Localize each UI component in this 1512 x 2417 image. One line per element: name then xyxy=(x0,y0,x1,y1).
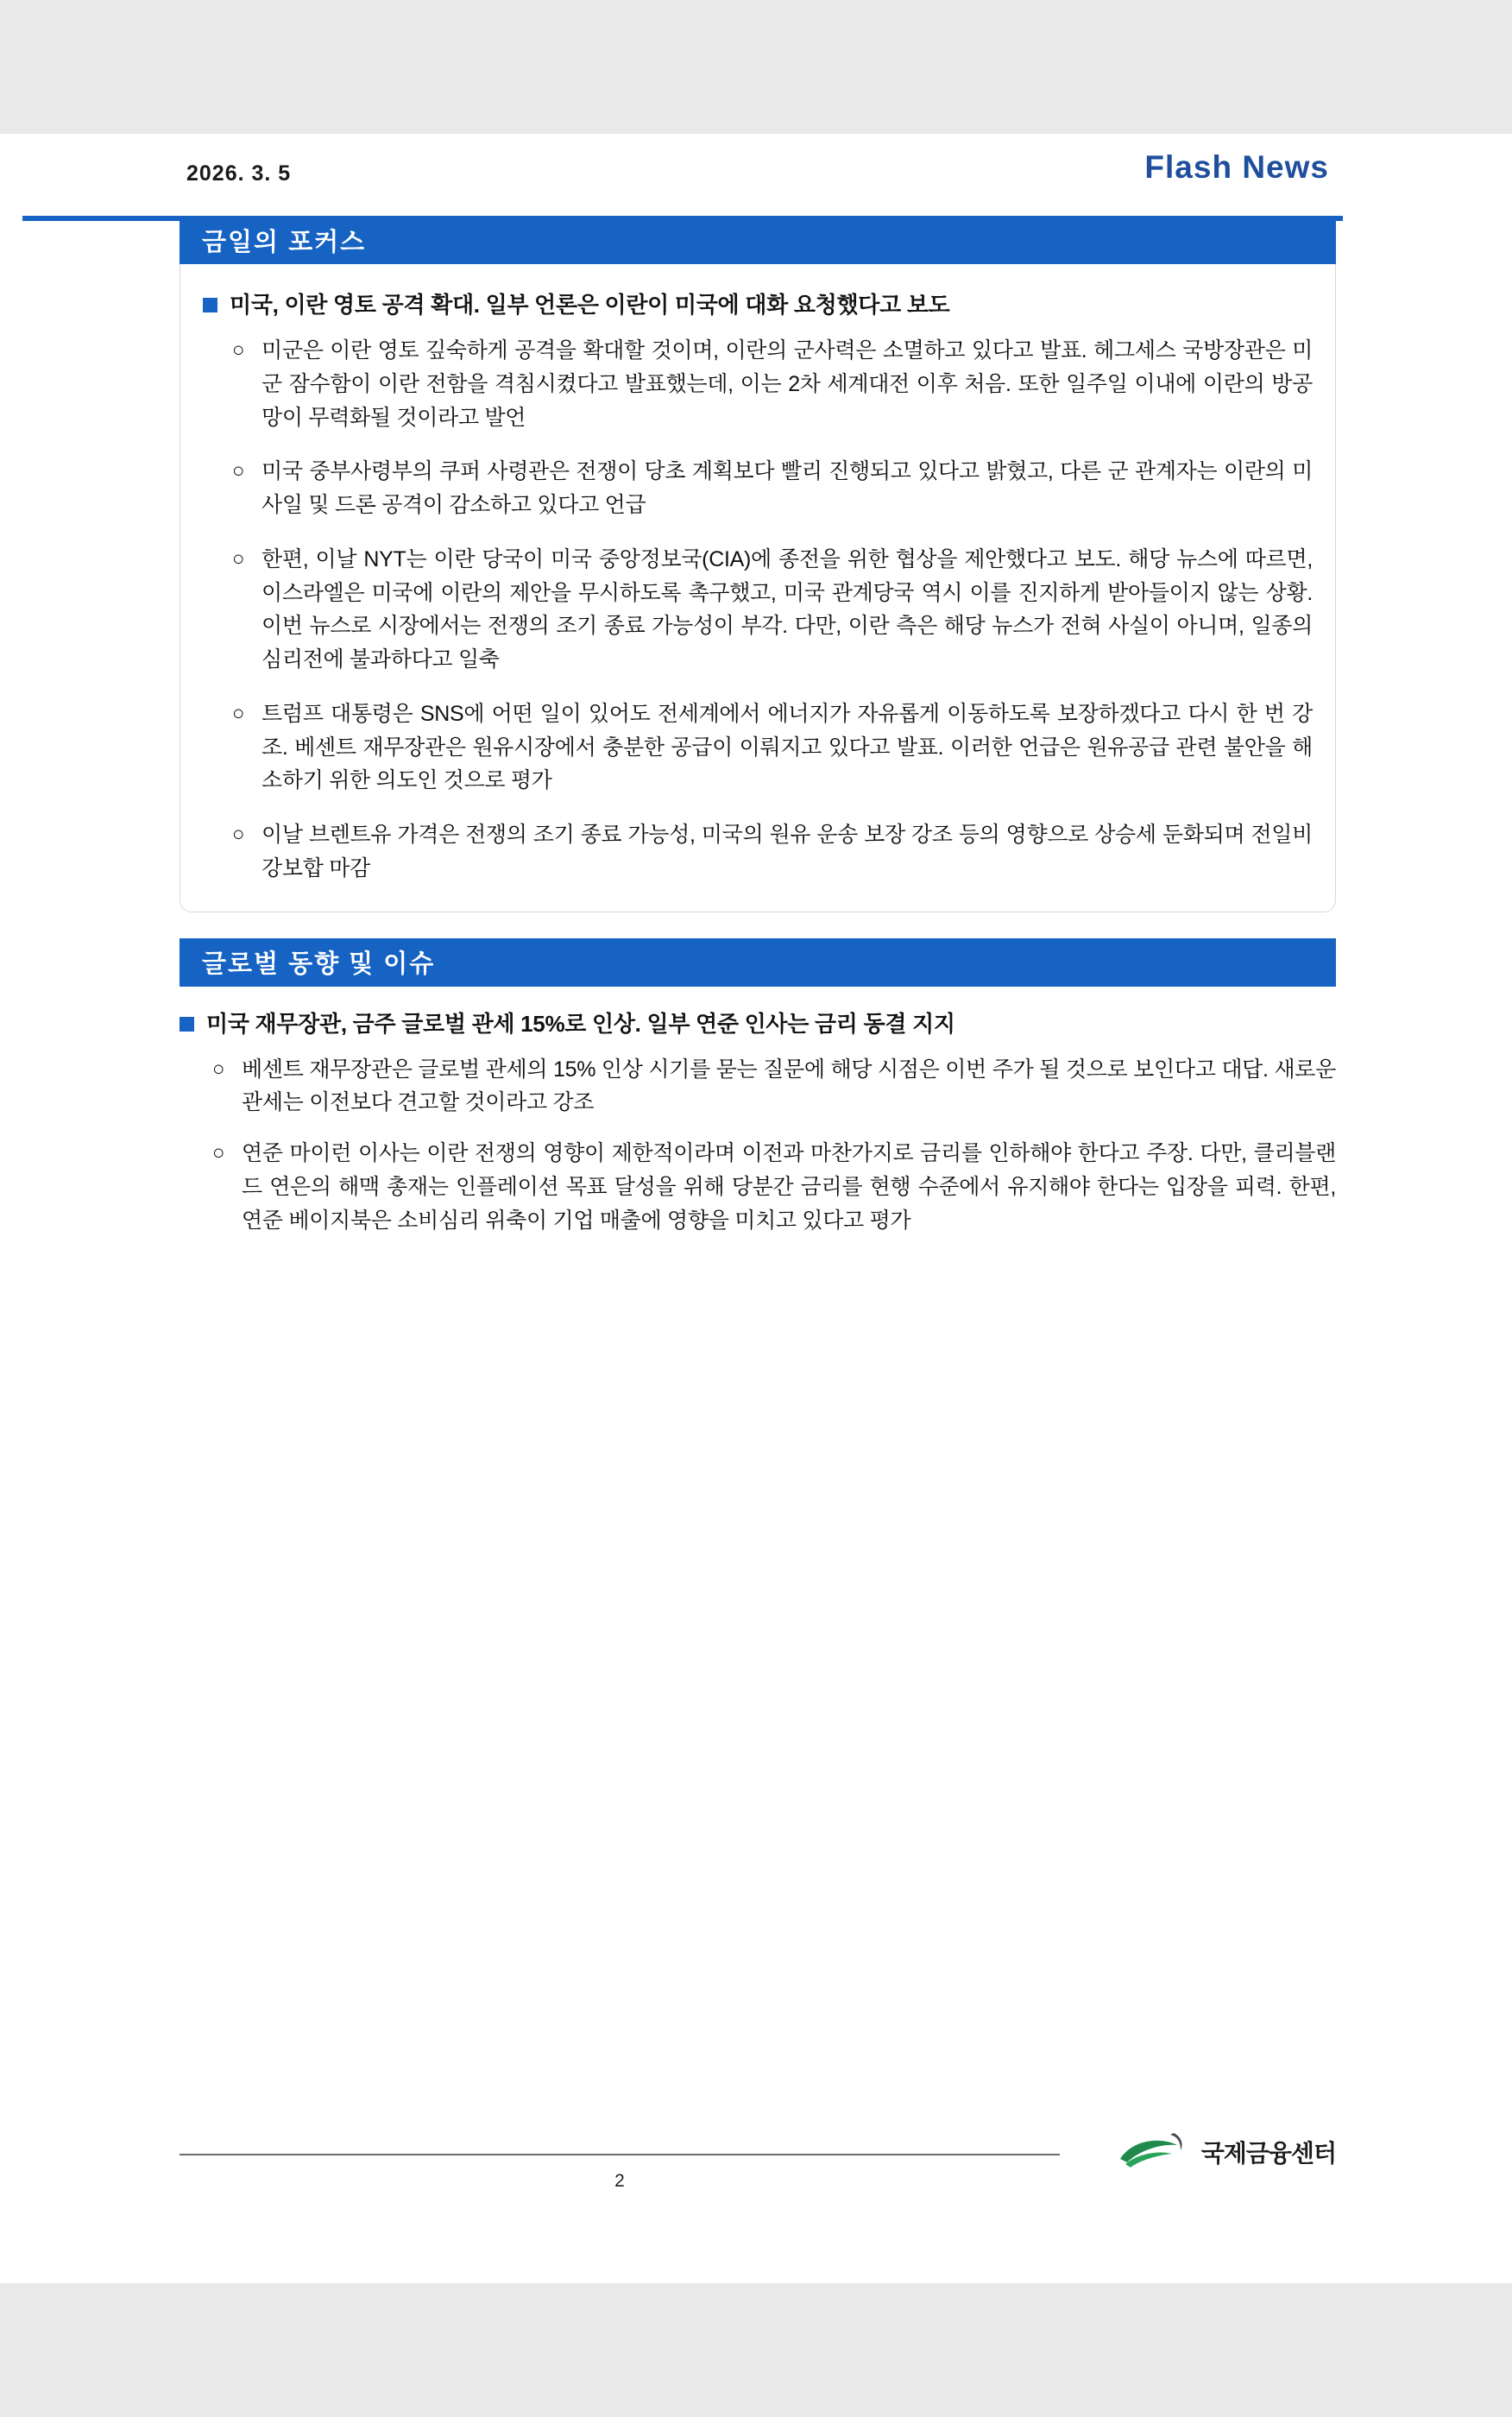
page-bottom-margin xyxy=(0,2283,1512,2417)
circle-bullet-icon: ○ xyxy=(232,459,245,483)
list-item-text: 트럼프 대통령은 SNS에 어떤 일이 있어도 전세계에서 에너지가 자유롭게 이동하도록 보장하겠다고 다시 한 번 강조. 베센트 재무장관은 원유시장에서 충분한 공급이 이뤄지고 있다고 발표. 이러한 언급은 원유공급 관련 불안을 해소하기 위한 의도인 것으로 평가 xyxy=(261,701,1313,793)
header-divider xyxy=(22,216,1343,221)
focus-headline-text: 미국, 이란 영토 공격 확대. 일부 언론은 이란이 미국에 대화 요청했다고 보도 xyxy=(230,292,950,318)
section-header-global xyxy=(180,938,1336,987)
list-item xyxy=(180,1137,1336,1237)
document-footer xyxy=(180,2136,1336,2240)
circle-bullet-icon: ○ xyxy=(232,338,245,363)
list-item-text: 미국 중부사령부의 쿠퍼 사령관은 전쟁이 당초 계획보다 빨리 진행되고 있다고 밝혔고, 다른 군 관계자는 이란의 미사일 및 드론 공격이 감소하고 있다고 언급 xyxy=(261,459,1313,518)
circle-bullet-icon: ○ xyxy=(232,546,245,571)
circle-bullet-icon: ○ xyxy=(212,1141,225,1165)
document-date: 2026. 3. 5 xyxy=(186,161,292,186)
section-header-global-label: 글로벌 동향 및 이슈 xyxy=(202,950,436,979)
document-content xyxy=(180,134,1336,1254)
list-item-text: 연준 마이런 이사는 이란 전쟁의 영향이 제한적이라며 이전과 마찬가지로 금리를 인하해야 한다고 주장. 다만, 클리블랜드 연은의 해맥 총재는 인플레이션 목표 달성을 위해 당분간 금리를 현행 수준에서 유지해야 한다는 입장을 피력. 한편, 연준 베이지북은 소비심리 위축이 기업 매출에 영향을 미치고 있다고 평가 xyxy=(242,1141,1336,1233)
list-item xyxy=(203,334,1313,434)
section-header-focus xyxy=(180,216,1336,264)
list-item-text: 미군은 이란 영토 깊숙하게 공격을 확대할 것이며, 이란의 군사력은 소멸하고 있다고 발표. 헤그세스 국방장관은 미군 잠수함이 이란 전함을 격침시켰다고 발표했는데, 이는 2차 세계대전 이후 처음. 또한 일주일 이내에 이란의 방공망이 무력화될 것이라고 발언 xyxy=(261,338,1313,430)
page-number: 2 xyxy=(614,2171,625,2191)
page-top-margin xyxy=(0,0,1512,134)
focus-section-body xyxy=(180,264,1336,912)
section-header-focus-label: 금일의 포커스 xyxy=(202,228,367,256)
global-headline xyxy=(180,1009,1336,1039)
organization-logo xyxy=(1117,2128,1336,2176)
document-header xyxy=(180,134,1336,216)
list-item xyxy=(203,455,1313,522)
organization-name: 국제금융센터 xyxy=(1200,2140,1336,2167)
global-headline-text: 미국 재무장관, 금주 글로벌 관세 15%로 인상. 일부 연준 인사는 금리 동결 지지 xyxy=(206,1010,955,1037)
circle-bullet-icon: ○ xyxy=(232,823,245,847)
square-bullet-icon xyxy=(203,298,217,312)
focus-headline xyxy=(203,290,1313,320)
list-item xyxy=(203,543,1313,677)
list-item-text: 한편, 이날 NYT는 이란 당국이 미국 중앙정보국(CIA)에 종전을 위한 협상을 제안했다고 보도. 해당 뉴스에 따르면, 이스라엘은 미국에 이란의 제안을 무시하도록 촉구했고, 미국 관계당국 역시 이를 진지하게 받아들이지 않는 상황. 이번 뉴스로 시장에서는 전쟁의 조기 종료 가능성이 부각. 다만, 이란 측은 해당 뉴스가 전혀 사실이 아니며, 일종의 심리전에 불과하다고 일축 xyxy=(261,546,1313,672)
list-item xyxy=(203,697,1313,798)
list-item-text: 이날 브렌트유 가격은 전쟁의 조기 종료 가능성, 미국의 원유 운송 보장 강조 등의 영향으로 상승세 둔화되며 전일비 강보합 마감 xyxy=(261,823,1313,880)
footer-divider xyxy=(180,2154,1060,2155)
section-spacer xyxy=(180,912,1336,938)
global-section-body xyxy=(180,1009,1336,1238)
page-canvas xyxy=(0,134,1512,2283)
list-item xyxy=(180,1053,1336,1120)
list-item-text: 베센트 재무장관은 글로벌 관세의 15% 인상 시기를 묻는 질문에 해당 시점은 이번 주가 될 것으로 보인다고 대답. 새로운 관세는 이전보다 견고할 것이라고 강조 xyxy=(242,1057,1336,1115)
list-item xyxy=(203,818,1313,886)
circle-bullet-icon: ○ xyxy=(212,1057,225,1081)
circle-bullet-icon: ○ xyxy=(232,701,245,725)
kcif-logo-icon xyxy=(1117,2128,1191,2176)
document-title: Flash News xyxy=(1144,149,1329,185)
square-bullet-icon xyxy=(180,1017,194,1032)
